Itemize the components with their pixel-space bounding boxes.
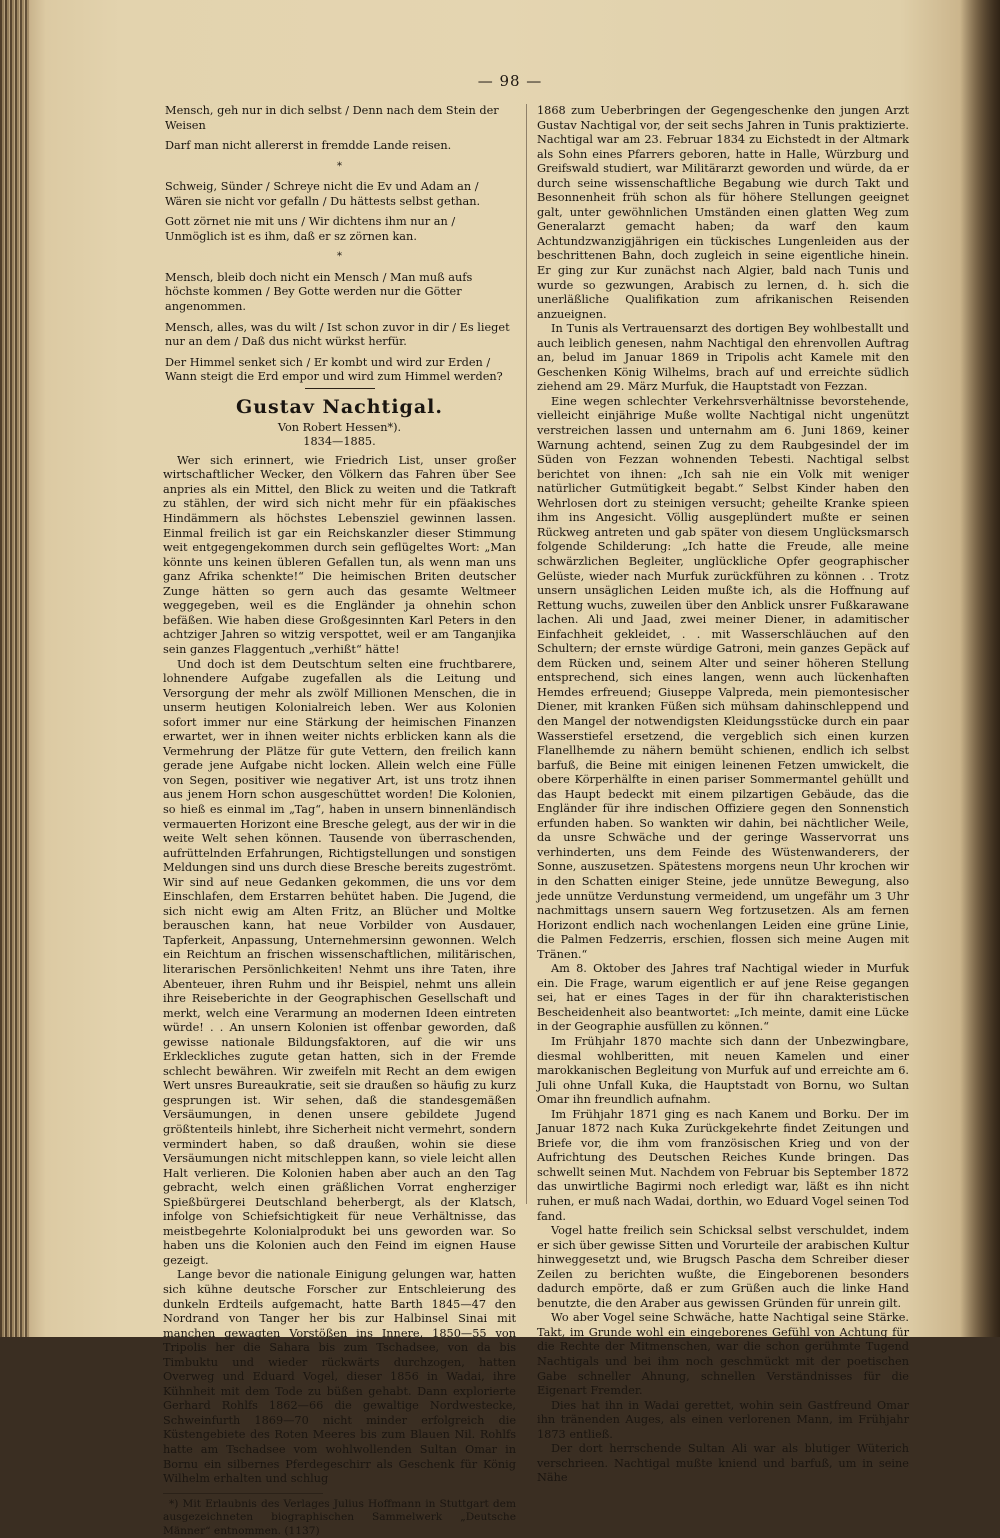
paragraph: Im Frühjahr 1871 ging es nach Kanem und Borku. Der im Januar 1872 nach Kuka Zurückgekehrte findet Zeitungen und Briefe vor, die ihm vom französischen Krieg und von der Aufrichtung des Deutschen Reiches Kunde bringen. Das schwellt seinen Mut. Nachdem von Februar bis September 1872 das unwirtliche Bagirmi noch erledigt war, läßt es ihn nicht ruhen, er muß nach Wadai, dorthin, wo Eduard Vogel seinen Tod fand. (537, 1107, 909, 1223)
paragraph: Lange bevor die nationale Einigung gelungen war, hatten sich kühne deutsche Forscher zur Entschleierung des dunkeln Erdteils aufgemacht, hatte Barth 1845—47 den Nordrand von Tanger her bis zur Halbinsel Sinai mit manchen gewagten Vorstößen ins Innere, 1850—55 von Tripolis her die Sahara bis zum Tschadsee, von da bis Timbuktu und wieder rückwärts durchzogen, hatten Overweg und Eduard Vogel, dieser 1856 in Wadai, ihre Kühnheit mit dem Tode zu büßen gehabt. Dann explorierte Gerhard Rohlfs 1862—66 die gewaltige Nordwestecke, Schweinfurth 1869—70 nicht minder erfolgreich die Küstengebiete des Roten Meeres bis zum Blauen Nil. Rohlfs hatte am Tschadsee vom wohlwollenden Sultan Omar in Bornu ein silbernes Pferdegeschirr als Geschenk für König Wilhelm erhalten und schlug (163, 1268, 516, 1486)
article-author: Von Robert Hessen*). (277, 420, 402, 434)
book-spine (0, 0, 30, 1337)
paragraph: Und doch ist dem Deutschtum selten eine fruchtbarere, lohnendere Aufgabe zugefallen als die Leitung und Versorgung der mehr als zwölf Millionen Menschen, die in unserm heutigen Kolonialreich leben. Wer aus Kolonien sofort immer nur eine Stärkung der heimischen Finanzen erwartet, wer in ihnen weiter nichts erblicken kann als die Vermehrung der Plätze für gute Vettern, den freilich kann gerade jene Aufgabe nicht locken. Allein welch eine Fülle von Segen, positiver wie negativer Art, ist uns trotz ihnen aus jenem Horn schon ausgeschüttet worden! Die Kolonien, so hieß es einmal im „Tag“, haben in unsern binnenländisch vermauerten Horizont eine Bresche gelegt, aus der wir in die weite Welt sehen können. Tausende von überraschenden, aufrüttelnden Erfahrungen, Richtigstellungen und sonstigen Meldungen sind uns durch diese Bresche bereits zugeströmt. Wir sind auf neue Gedanken gekommen, die uns vor dem Einschlafen, dem Erstarren behütet haben. Die Jugend, die sich nicht ewig am Alten Fritz, an Blücher und Moltke berauschen kann, hat neue Vorbilder von Ausdauer, Tapferkeit, Anpassung, Unternehmersinn gewonnen. Welch ein Reichtum an frischen wissenschaftlichen, militärischen, literarischen Persönlichkeiten! Nehmt uns ihre Taten, ihre Abenteuer, ihren Ruhm und ihr Beispiel, nehmt uns allein ihre Reiseberichte in der Geographischen Gesellschaft und merkt, welch eine Verarmung an modernen Ideen eintreten würde! . . An unsern Kolonien ist offenbar geworden, daß gewisse nationale Bildungsfaktoren, auf die wir uns Erkleckliches zugute getan hatten, sich in der Fremde schlecht bewähren. Wir zweifeln mit Recht an dem ewigen Wert unsres Bureaukratie, seit sie draußen so häufig zu kurz gesprungen ist. Wir sehen, daß die standesgemäßen Versäumungen, in denen unsere gebildete Jugend größtenteils hinlebt, ihre Sicherheit nicht vermehrt, sondern vermindert haben, so daß draußen, wohin sie diese Versäumungen nicht mitschleppen kann, so viele leicht allen Halt verlieren. Die Kolonien haben aber auch an den Tag gebracht, welch einen gräßlichen Vorrat engherziger Spießbürgerei Deutschland beherbergt, als der Klatsch, infolge von Schiefsichtigkeit für neue Verhältnisse, das meistbegehrte Kolonialprodukt bei uns geworden war. So haben uns die Kolonien auch den Feind im eignen Hause gezeigt. (163, 657, 516, 1267)
paragraph: Eine wegen schlechter Verkehrsverhältnisse bevorstehende, vielleicht einjährige Muße wollte Nachtigal nicht ungenützt verstreichen lassen und unternahm am 6. Juni 1869, keiner Warnung achtend, seinen Zug zu dem Raubgesindel der im Süden von Fezzan wohnenden Tebesti. Nachtigal selbst berichtet von ihnen: „Ich sah nie ein Volk mit weniger natürlicher Gutmütigkeit begabt.“ Selbst Kinder haben den Wehrlosen dort zu steinigen versucht; geheilte Kranke spieen ihm ins Angesicht. Völlig ausgeplündert mußte er seinen Rückweg antreten und gab später von diesem Unglücksmarsch folgende Schilderung: „Ich hatte die Freude, alle meine schwärzlichen Begleiter, unglückliche Opfer geographischer Gelüste, wieder nach Murfuk zurückführen zu können . . Trotz unsern unsäglichen Leiden mußte ich, als die Hoffnung auf Rettung wuchs, zuweilen über den Anblick unsrer Fußkarawane lachen. Ali und Jaad, zwei meiner Diener, in adamitischer Einfachheit gekleidet, . . mit Wasserschläuchen auf den Schultern; der ernste würdige Gatroni, mein ganzes Gepäck auf dem Rücken und, seinem Alter und seiner höheren Stellung entsprechend, sich eines langen, wenn auch lückenhaften Hemdes erfreuend; Giuseppe Valpreda, mein piemontesischer Diener, mit kranken Füßen sich mühsam dahinschleppend und den Mangel der notwendigsten Kleidungsstücke durch ein paar Wasserstiefel ersetzend, die vergeblich sich einen kurzen Flanellhemde zu nähern bemüht schienen, endlich ich selbst barfuß, die Beine mit einigen leinenen Fetzen umwickelt, die obere Körperhälfte in einen pariser Sommermantel gehüllt und das Haupt bedeckt mit einem pilzartigen Gebäude, das die Engländer für ihre indischen Offiziere gegen den Sonnenstich erfunden haben. So wankten wir dahin, bei nächtlicher Weile, da unsre Schwäche und der geringe Wasservorrat uns verhinderten, uns dem Feinde des Wüstenwanderers, der Sonne, auszusetzen. Spätestens morgens neun Uhr krochen wir in den Schatten einiger Steine, jede unnütze Bewegung, also jede unnütze Verdunstung vermeidend, um ungefähr um 3 Uhr nachmittags unsern sauern Weg fortzusetzen. Als am fernen Horizont endlich nach wochenlangen Leiden eine grüne Linie, die Palmen Fedzerris, erschien, flossen sich meine Augen mit Tränen.“ (537, 394, 909, 961)
column-divider (526, 104, 527, 1204)
title-rule (305, 388, 375, 389)
separator-star: * (337, 160, 342, 172)
verse: Gott zörnet nie mit uns / Wir dichtens ihm nur an / Unmöglich ist es ihm, daß er sz zörnen kan. (165, 215, 456, 243)
separator-star: * (337, 251, 342, 263)
paragraph: Wo aber Vogel seine Schwäche, hatte Nachtigal seine Stärke. Takt, im Grunde wohl ein eingeborenes Gefühl von Achtung für die Rechte der Mitmenschen, war die schon gerühmte Tugend Nachtigals und bei ihm noch geschmückt mit der poetischen Gabe schneller Ahnung, schnellen Verständnisses für die Eigenart Fremder. (537, 1311, 909, 1398)
article-dates: 1834—1885. (303, 435, 376, 449)
paragraph: Wer sich erinnert, wie Friedrich List, unser großer wirtschaftlicher Wecker, den Völkern das Fahren über See anpries als ein Mittel, den Blick zu weiten und die Tatkraft zu stählen, der wird sich nicht mehr für ein pfäakisches Hindämmern als höchstes Lebensziel gewinnen lassen. Einmal freilich ist gar ein Reichskanzler dieser Stimmung weit entgegengekommen durch sein geflügeltes Wort: „Man könnte uns keinen übleren Gefallen tun, als wenn man uns ganz Afrika schenkte!“ Die heimischen Briten deutscher Zunge hätten so gern auch das gesamte Weltmeer weggegeben, weil es die Engländer ja ohnehin schon befäßen. Wie haben diese Großgesinnten Karl Peters in den achtziger Jahren so witzig verspottet, weil er am Tanganjika sein ganzes Flaggentuch „verhißt“ hätte! (163, 453, 516, 656)
verse: Der Himmel senket sich / Er kombt und wird zur Erden / Wann steigt die Erd empor und wird zum Himmel werden? (165, 355, 503, 384)
verse: Schweig, Sünder / Schreye nicht die Ev und Adam an / Wären sie nicht vor gefalln / Du hättests selbst gethan. (165, 180, 481, 208)
paragraph: Im Frühjahr 1870 machte sich dann der Unbezwingbare, diesmal wohlberitten, mit neuen Kamelen und einer marokkanischen Begleitung von Murfuk auf und erreichte am 6. Juli ohne Unfall Kuka, die Hauptstadt von Bornu, wo Sultan Omar ihn freundlich aufnahm. (537, 1035, 909, 1107)
paragraph: Dies hat ihn in Wadai gerettet, wohin sein Gastfreund Omar ihn tränenden Auges, als einen verlorenen Mann, im Frühjahr 1873 entließ. (537, 1398, 909, 1441)
article-title: Gustav Nachtigal. (236, 395, 443, 418)
verse: Mensch, geh nur in dich selbst / Denn nach dem Stein der Weisen (165, 104, 499, 132)
paragraph: Der dort herrschende Sultan Ali war als blutiger Wüterich verschrieen. Nachtigal mußte kniend und barfuß, um in seine Nähe (537, 1442, 909, 1485)
page-edge-shadow (960, 0, 1000, 1337)
page-number: — 98 — (477, 72, 543, 90)
footnote: *) Mit Erlaubnis des Verlages Julius Hoffmann in Stuttgart dem ausgezeichneten biographischen Sammelwerk „Deutsche Männer“ entnommen. (1137) (163, 1497, 516, 1537)
paragraph: Am 8. Oktober des Jahres traf Nachtigal wieder in Murfuk ein. Die Frage, warum eigentlich er auf jene Reise gegangen sei, hat er eines Tages in der für ihn charakteristischen Bescheidenheit also beantwortet: „Ich meinte, damit eine Lücke in der Geographie ausfüllen zu können.“ (537, 962, 909, 1034)
verse: Mensch, alles, was du wilt / Ist schon zuvor in dir / Es lieget nur an dem / Daß dus nicht würkst herfür. (165, 320, 510, 349)
paragraph: 1868 zum Ueberbringen der Gegengeschenke den jungen Arzt Gustav Nachtigal vor, der seit sechs Jahren in Tunis praktizierte. Nachtigal war am 23. Februar 1834 zu Eichstedt in der Altmark als Sohn eines Pfarrers geboren, hatte in Halle, Würzburg und Greifswald studiert, war Militärarzt geworden und würde, da er durch seine wissenschaftliche Begabung wie durch Takt und Besonnenheit früh schon als für höhere Stellungen geeignet galt, unter gewöhnlichen Umständen einen glatten Weg zum Generalarzt gemacht haben; da warf den kaum Achtundzwanzigjährigen ein tückisches Lungenleiden aus der beschrittenen Bahn, doch zugleich in seine eigentliche hinein. Er ging zur Kur zunächst nach Algier, bald nach Tunis und wurde so gezwungen, Arabisch zu lernen, d. h. sich die unerläßliche Qualifikation zum afrikanischen Reisenden anzueignen. (537, 104, 909, 321)
verse: Darf man nicht allererst in fremdde Lande reisen. (165, 139, 452, 153)
left-column (163, 104, 516, 1538)
paragraph: Vogel hatte freilich sein Schicksal selbst verschuldet, indem er sich über gewisse Sitten und Vorurteile der arabischen Kultur hinweggesetzt und, wie Brugsch Pascha dem Schreiber dieser Zeilen zu berichten wußte, die Eingeborenen besonders dadurch empörte, daß er zum Grüßen auch die linke Hand benutzte, die den Araber aus gewissen Gründen für unrein gilt. (537, 1224, 909, 1310)
verse: Mensch, bleib doch nicht ein Mensch / Man muß aufs höchste kommen / Bey Gotte werden nur die Götter angenommen. (165, 270, 473, 314)
paragraph: In Tunis als Vertrauensarzt des dortigen Bey wohlbestallt und auch leiblich genesen, nahm Nachtigal den ehrenvollen Auftrag an, belud im Januar 1869 in Tripolis acht Kamele mit den Geschenken König Wilhelms, brach auf und erreichte südlich ziehend am 29. März Murfuk, die Hauptstadt von Fezzan. (537, 322, 909, 394)
right-column (537, 104, 909, 1486)
